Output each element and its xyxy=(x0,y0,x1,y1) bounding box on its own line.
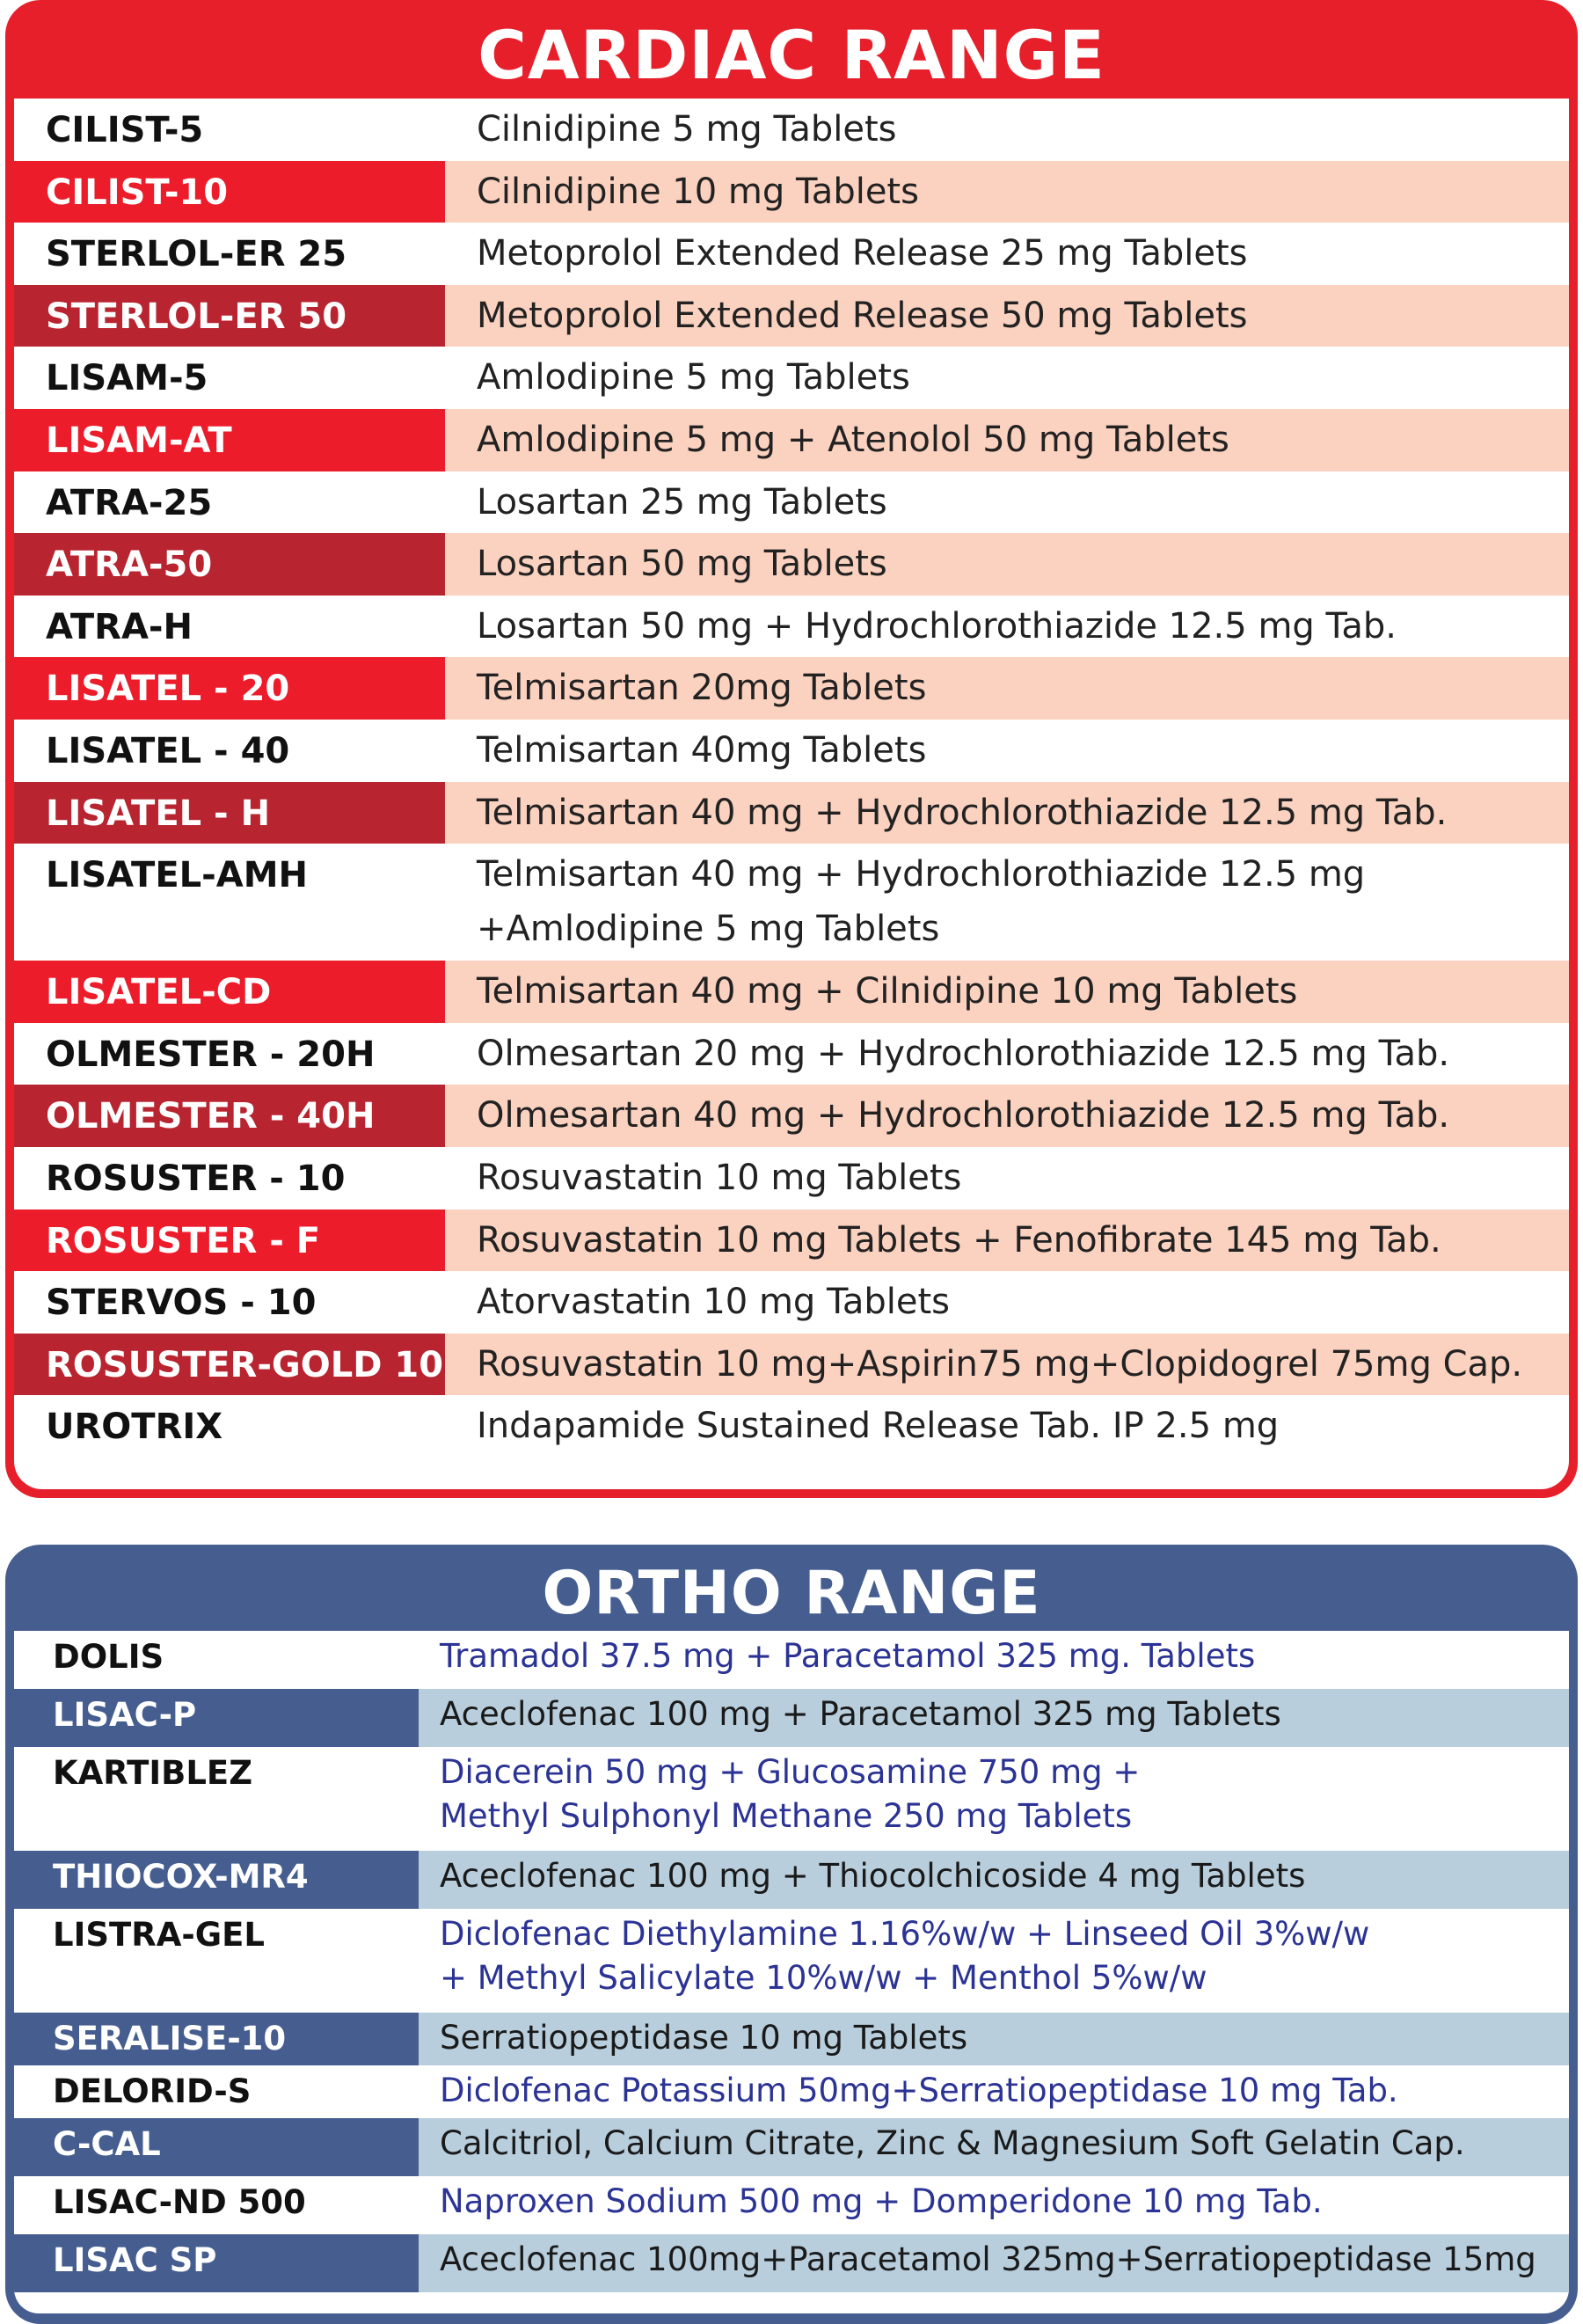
product-description: Aceclofenac 100mg+Paracetamol 325mg+Serratiopeptidase 15mg xyxy=(419,2234,1569,2292)
product-description: Aceclofenac 100 mg + Thiocolchicoside 4 mg Tablets xyxy=(419,1851,1569,1909)
table-row xyxy=(14,1909,1569,2013)
product-code: LISAC-ND 500 xyxy=(53,2183,306,2221)
product-description: Amlodipine 5 mg Tablets xyxy=(477,357,910,398)
table-row xyxy=(14,1023,1569,1085)
cardiac-range-title: CARDIAC RANGE xyxy=(478,16,1105,94)
table-row xyxy=(14,347,1569,409)
product-code: LISTRA-GEL xyxy=(53,1916,265,1954)
product-description: Diclofenac Diethylamine 1.16%w/w + Linseed Oil 3%w/w + Methyl Salicylate 10%w/w + Menthol 5%w/w xyxy=(440,1915,1370,1997)
table-row xyxy=(14,285,1569,347)
table-row xyxy=(14,1085,1569,1147)
product-description: Diclofenac Potassium 50mg+Serratiopeptidase 10 mg Tab. xyxy=(440,2072,1398,2109)
ortho-range-panel xyxy=(5,1545,1578,2324)
product-description: Diacerein 50 mg + Glucosamine 750 mg + Methyl Sulphonyl Methane 250 mg Tablets xyxy=(440,1753,1141,1835)
table-row xyxy=(14,223,1569,285)
product-description: Aceclofenac 100 mg + Paracetamol 325 mg Tablets xyxy=(419,1689,1569,1747)
product-code: ROSUSTER-GOLD 10 xyxy=(14,1334,445,1396)
product-description: Indapamide Sustained Release Tab. IP 2.5 mg xyxy=(477,1406,1280,1447)
table-row xyxy=(14,1747,1569,1851)
table-row xyxy=(14,1147,1569,1210)
product-code: STERLOL-ER 50 xyxy=(14,285,445,347)
product-code: LISATEL - 40 xyxy=(46,730,290,771)
product-description: Amlodipine 5 mg + Atenolol 50 mg Tablets xyxy=(445,409,1569,471)
product-code: KARTIBLEZ xyxy=(53,1754,253,1792)
table-row xyxy=(14,1689,1569,1747)
cardiac-range-panel xyxy=(5,0,1578,1498)
product-code: LISAC-P xyxy=(14,1689,419,1747)
product-code: ROSUSTER - 10 xyxy=(46,1158,346,1199)
product-code: LISATEL - H xyxy=(14,782,445,844)
product-code: LISAM-5 xyxy=(46,358,208,399)
table-row xyxy=(14,2118,1569,2176)
product-code: UROTRIX xyxy=(46,1407,223,1448)
product-description: Telmisartan 40 mg + Cilnidipine 10 mg Tablets xyxy=(445,961,1569,1023)
product-code: ATRA-50 xyxy=(14,533,445,596)
table-row xyxy=(14,1334,1569,1396)
product-description: Losartan 50 mg Tablets xyxy=(445,533,1569,596)
product-description: Rosuvastatin 10 mg+Aspirin75 mg+Clopidogrel 75mg Cap. xyxy=(445,1334,1569,1396)
table-row xyxy=(14,2176,1569,2234)
ortho-range-table xyxy=(14,1631,1569,2313)
product-description: Telmisartan 20mg Tablets xyxy=(445,657,1569,720)
table-row xyxy=(14,844,1569,961)
table-row xyxy=(14,99,1569,161)
table-row xyxy=(14,2234,1569,2292)
table-row xyxy=(14,782,1569,844)
product-code: DELORID-S xyxy=(53,2072,252,2110)
table-row xyxy=(14,1271,1569,1334)
table-row xyxy=(14,2065,1569,2118)
product-code: LISAC SP xyxy=(14,2234,419,2292)
product-description: Olmesartan 40 mg + Hydrochlorothiazide 12.5 mg Tab. xyxy=(445,1085,1569,1147)
product-description: Losartan 25 mg Tablets xyxy=(477,481,887,523)
product-description: Rosuvastatin 10 mg Tablets + Fenofibrate 145 mg Tab. xyxy=(445,1210,1569,1272)
cardiac-range-table xyxy=(14,99,1569,1489)
product-description: Metoprolol Extended Release 25 mg Tablets xyxy=(477,233,1248,274)
table-row xyxy=(14,961,1569,1023)
product-code: OLMESTER - 20H xyxy=(46,1034,376,1075)
table-row xyxy=(14,1631,1569,1689)
table-row xyxy=(14,720,1569,782)
product-description: Serratiopeptidase 10 mg Tablets xyxy=(419,2013,1569,2065)
table-row xyxy=(14,657,1569,720)
product-description: Telmisartan 40mg Tablets xyxy=(477,729,927,771)
product-description: Cilnidipine 5 mg Tablets xyxy=(477,109,897,150)
table-row xyxy=(14,1851,1569,1909)
product-description: Calcitriol, Calcium Citrate, Zinc & Magnesium Soft Gelatin Cap. xyxy=(419,2118,1569,2176)
product-code: C-CAL xyxy=(14,2118,419,2176)
table-row xyxy=(14,1395,1569,1458)
product-code: SERALISE-10 xyxy=(14,2013,419,2065)
ortho-range-title: ORTHO RANGE xyxy=(542,1559,1041,1628)
table-row xyxy=(14,471,1569,534)
product-code: ATRA-25 xyxy=(46,482,213,523)
product-description: Metoprolol Extended Release 50 mg Tablets xyxy=(445,285,1569,347)
product-code: THIOCOX-MR4 xyxy=(14,1851,419,1909)
product-description: Tramadol 37.5 mg + Paracetamol 325 mg. Tablets xyxy=(440,1637,1256,1675)
product-code: LISAM-AT xyxy=(14,409,445,471)
table-row xyxy=(14,596,1569,658)
product-code: CILIST-10 xyxy=(14,161,445,223)
product-code: LISATEL-AMH xyxy=(46,855,308,896)
product-description: Olmesartan 20 mg + Hydrochlorothiazide 12.5 mg Tab. xyxy=(477,1033,1450,1074)
table-row xyxy=(14,533,1569,596)
product-code: DOLIS xyxy=(53,1638,164,1676)
product-code: LISATEL-CD xyxy=(14,961,445,1023)
product-description: Atorvastatin 10 mg Tablets xyxy=(477,1282,950,1323)
table-row xyxy=(14,161,1569,223)
product-code: STERVOS - 10 xyxy=(46,1283,317,1324)
product-description: Rosuvastatin 10 mg Tablets xyxy=(477,1157,962,1198)
product-code: ATRA-H xyxy=(46,606,193,647)
product-code: LISATEL - 20 xyxy=(14,657,445,720)
product-code: ROSUSTER - F xyxy=(14,1210,445,1272)
product-description: Naproxen Sodium 500 mg + Domperidone 10 mg Tab. xyxy=(440,2182,1323,2220)
product-description: Telmisartan 40 mg + Hydrochlorothiazide 12.5 mg +Amlodipine 5 mg Tablets xyxy=(477,854,1366,950)
table-row xyxy=(14,2013,1569,2065)
table-row xyxy=(14,1210,1569,1272)
product-description: Telmisartan 40 mg + Hydrochlorothiazide 12.5 mg Tab. xyxy=(445,782,1569,844)
product-code: CILIST-5 xyxy=(46,110,204,150)
product-code: STERLOL-ER 25 xyxy=(46,234,347,275)
product-code: OLMESTER - 40H xyxy=(14,1085,445,1147)
product-description: Losartan 50 mg + Hydrochlorothiazide 12.5 mg Tab. xyxy=(477,605,1397,647)
product-description: Cilnidipine 10 mg Tablets xyxy=(445,161,1569,223)
table-row xyxy=(14,409,1569,471)
